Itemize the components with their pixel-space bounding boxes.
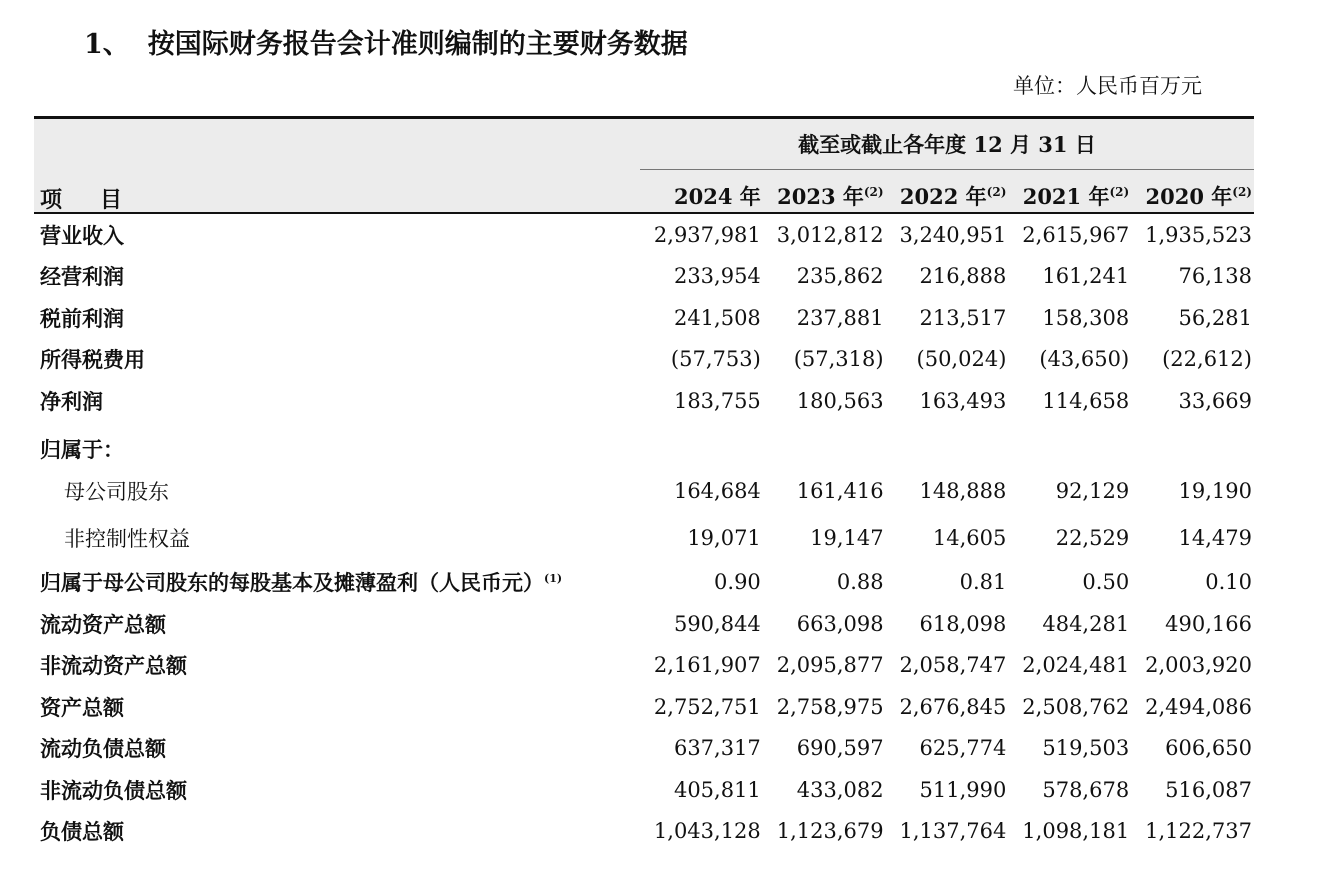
- table-cell: 2,676,845: [899, 694, 1007, 719]
- row-label: [34, 220, 640, 250]
- table-cell: 163,493: [919, 388, 1007, 413]
- table-cell: 637,317: [673, 736, 761, 761]
- row-label-text: 流动资产总额: [40, 611, 166, 637]
- table-row: [34, 769, 1254, 811]
- table-cell: 56,281: [1178, 305, 1252, 330]
- row-label-text: 所得税费用: [40, 347, 145, 373]
- table-cell: 2,494,086: [1145, 694, 1252, 719]
- table-cell: 19,147: [810, 526, 884, 550]
- row-label: [34, 476, 640, 506]
- row-label-text: 负债总额: [40, 819, 124, 845]
- financial-data-table: [34, 116, 1254, 852]
- row-label: [34, 609, 640, 639]
- row-label-text: 非控制性权益: [64, 527, 190, 551]
- table-cell: 183,755: [673, 388, 761, 413]
- year-label: 2023 年: [777, 184, 864, 209]
- table-cell: 180,563: [796, 388, 884, 413]
- row-label: [34, 650, 640, 680]
- row-label-text: 流动负债总额: [40, 736, 166, 762]
- row-label-text: 净利润: [40, 388, 103, 414]
- table-cell: 148,888: [919, 479, 1007, 503]
- table-cell: 3,240,951: [899, 222, 1007, 247]
- table-cell: 519,503: [1042, 736, 1130, 761]
- year-footnote-marker: (2): [1232, 185, 1252, 199]
- table-row: [34, 468, 1254, 515]
- table-cell: 516,087: [1165, 777, 1252, 802]
- row-label-text: 非流动资产总额: [40, 653, 187, 679]
- row-label: [34, 434, 640, 464]
- row-label-text: 经营利润: [40, 264, 124, 290]
- table-row: [34, 214, 1254, 256]
- table-cell: 2,615,967: [1022, 222, 1130, 247]
- row-values: [640, 612, 1254, 636]
- table-row: [34, 515, 1254, 562]
- row-label: [34, 816, 640, 846]
- row-label-text: 非流动负债总额: [40, 777, 187, 803]
- table-cell: 1,098,181: [1022, 819, 1130, 844]
- table-cell: 405,811: [673, 777, 761, 802]
- table-cell: 161,241: [1042, 264, 1130, 289]
- table-cell: 0.50: [1082, 570, 1130, 595]
- table-cell: 213,517: [919, 305, 1007, 330]
- row-values: [640, 736, 1254, 760]
- table-row: [34, 380, 1254, 422]
- table-cell: 233,954: [673, 264, 761, 289]
- year-footnote-marker: (2): [986, 185, 1007, 199]
- table-cell: 2,095,877: [776, 653, 884, 678]
- table-cell: 2,758,975: [776, 694, 884, 719]
- table-cell: 237,881: [796, 305, 884, 330]
- row-values: [640, 819, 1254, 843]
- table-row: [34, 728, 1254, 770]
- table-cell: 92,129: [1055, 479, 1130, 503]
- row-label-text: 营业收入: [40, 222, 124, 248]
- table-cell: 161,416: [796, 479, 884, 503]
- table-row: [34, 811, 1254, 853]
- period-header: 截至或截止各年度 12 月 31 日: [798, 132, 1096, 157]
- table-cell: 216,888: [919, 264, 1007, 289]
- row-values: [640, 264, 1254, 288]
- row-values: [640, 223, 1254, 247]
- table-cell: 2,003,920: [1145, 653, 1252, 678]
- table-cell: 1,123,679: [776, 819, 884, 844]
- row-values: [640, 526, 1254, 550]
- row-values: [640, 653, 1254, 677]
- table-body: [34, 214, 1254, 852]
- year-label: 2022 年: [899, 184, 987, 209]
- table-row: [34, 339, 1254, 381]
- table-cell: 578,678: [1042, 777, 1130, 802]
- row-label: [34, 692, 640, 722]
- table-cell: 663,098: [796, 611, 884, 636]
- table-cell: 618,098: [919, 611, 1007, 636]
- table-cell: 433,082: [796, 777, 884, 802]
- row-values: [640, 695, 1254, 719]
- table-cell: 2,937,981: [653, 222, 761, 247]
- table-section-row: [34, 422, 1254, 468]
- table-cell: 14,605: [932, 526, 1007, 550]
- row-values: [640, 778, 1254, 802]
- table-cell: 490,166: [1165, 611, 1252, 636]
- table-cell: (43,650): [1039, 347, 1130, 372]
- section-number: 1、: [84, 29, 130, 60]
- table-cell: 1,137,764: [899, 819, 1007, 844]
- row-label: [34, 523, 640, 553]
- table-cell: 241,508: [673, 305, 761, 330]
- row-label: [34, 567, 640, 597]
- table-cell: 164,684: [673, 479, 761, 503]
- table-cell: 3,012,812: [776, 222, 884, 247]
- table-cell: 590,844: [673, 611, 761, 636]
- year-header-row: [640, 181, 1254, 211]
- table-cell: 690,597: [796, 736, 884, 761]
- row-values: [640, 479, 1254, 503]
- table-cell: 2,058,747: [899, 653, 1007, 678]
- table-cell: 606,650: [1165, 736, 1252, 761]
- table-cell: 158,308: [1042, 305, 1130, 330]
- table-row: [34, 297, 1254, 339]
- table-cell: 19,071: [687, 526, 761, 550]
- table-cell: 33,669: [1178, 388, 1252, 413]
- year-header: [1131, 181, 1254, 211]
- table-cell: 2,752,751: [653, 694, 761, 719]
- table-row: [34, 645, 1254, 687]
- table-cell: 76,138: [1178, 264, 1252, 289]
- row-label-text: 归属于：: [40, 436, 124, 462]
- period-header-rule: [640, 169, 1254, 170]
- table-cell: 0.90: [714, 570, 761, 595]
- table-cell: 484,281: [1042, 611, 1130, 636]
- unit-label: 单位：人民币百万元: [1013, 74, 1202, 98]
- table-cell: 0.88: [836, 570, 884, 595]
- table-cell: 1,935,523: [1145, 222, 1252, 247]
- row-label-text: 税前利润: [40, 305, 124, 331]
- year-header: [886, 181, 1009, 211]
- row-values: [640, 306, 1254, 330]
- row-label-text: 资产总额: [40, 694, 124, 720]
- year-footnote-marker: (2): [863, 185, 884, 199]
- table-cell: (57,753): [670, 347, 761, 372]
- row-label: [34, 261, 640, 291]
- table-cell: 1,043,128: [653, 819, 761, 844]
- section-title-text: 按国际财务报告会计准则编制的主要财务数据: [147, 29, 688, 60]
- year-footnote-marker: (2): [1109, 185, 1130, 199]
- row-label: [34, 775, 640, 805]
- year-label: 2020 年: [1145, 184, 1233, 209]
- table-cell: 1,122,737: [1145, 819, 1252, 844]
- row-label: [34, 733, 640, 763]
- row-label: [34, 303, 640, 333]
- table-cell: (50,024): [916, 347, 1007, 372]
- table-row: [34, 562, 1254, 604]
- table-cell: 22,529: [1055, 526, 1130, 550]
- year-header: [640, 181, 763, 211]
- table-cell: 235,862: [796, 264, 884, 289]
- row-label: [34, 344, 640, 374]
- table-cell: 511,990: [919, 777, 1007, 802]
- row-footnote-marker: (1): [544, 572, 563, 586]
- table-cell: 0.10: [1205, 570, 1252, 595]
- table-cell: 19,190: [1178, 479, 1252, 503]
- table-cell: 0.81: [959, 570, 1007, 595]
- table-cell: 2,161,907: [653, 653, 761, 678]
- year-header: [1008, 181, 1131, 211]
- table-header: [34, 116, 1254, 214]
- row-values: [640, 347, 1254, 371]
- table-cell: 2,024,481: [1022, 653, 1130, 678]
- table-cell: 625,774: [919, 736, 1007, 761]
- row-label-text: 母公司股东: [64, 480, 169, 504]
- item-column-header: 项目: [40, 187, 161, 213]
- row-label: [34, 386, 640, 416]
- table-row: [34, 603, 1254, 645]
- table-row: [34, 256, 1254, 298]
- table-cell: (22,612): [1162, 347, 1252, 372]
- table-cell: 14,479: [1178, 526, 1252, 550]
- year-label: 2024 年: [674, 184, 761, 209]
- table-cell: 2,508,762: [1022, 694, 1130, 719]
- row-label-text: 归属于母公司股东的每股基本及摊薄盈利（人民币元）: [40, 570, 544, 596]
- table-cell: (57,318): [793, 347, 884, 372]
- year-label: 2021 年: [1022, 184, 1110, 209]
- row-values: [640, 570, 1254, 594]
- section-title: [84, 22, 688, 61]
- year-header: [763, 181, 886, 211]
- table-row: [34, 686, 1254, 728]
- table-cell: 114,658: [1042, 388, 1130, 413]
- row-values: [640, 389, 1254, 413]
